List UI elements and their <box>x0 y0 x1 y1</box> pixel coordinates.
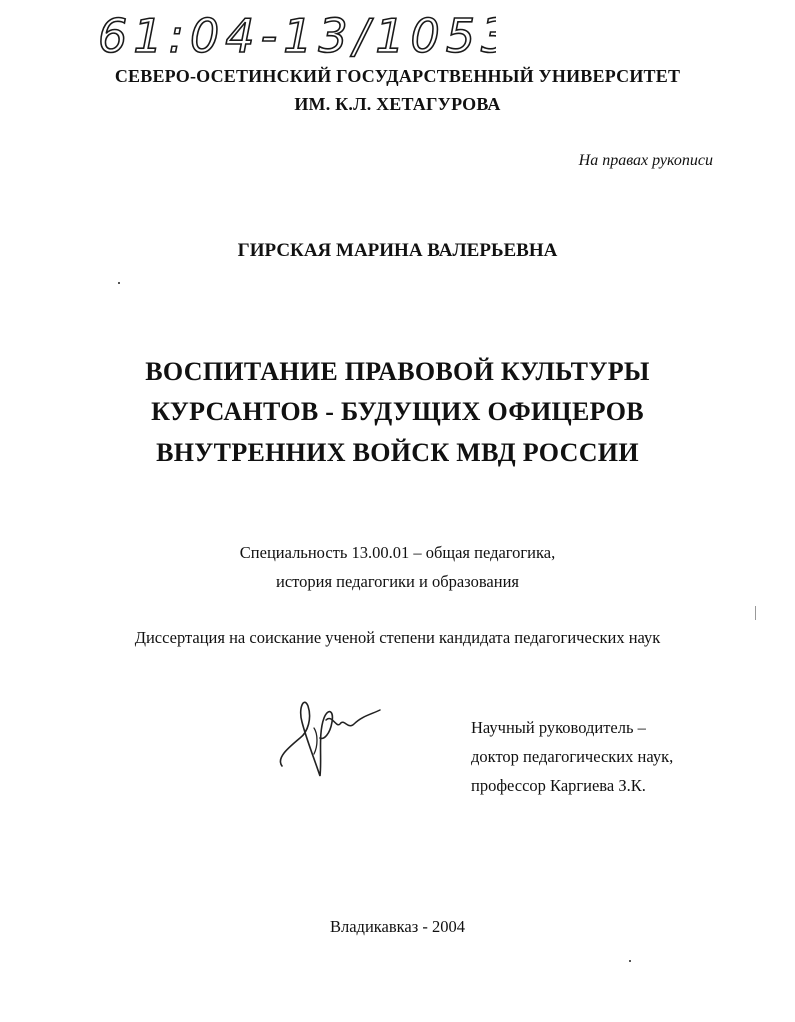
supervisor-line2: доктор педагогических наук, <box>471 747 674 766</box>
university-name-line2: ИМ. К.Л. ХЕТАГУРОВА <box>294 94 501 114</box>
university-name-line1: СЕВЕРО-ОСЕТИНСКИЙ ГОСУДАРСТВЕННЫЙ УНИВЕРСИТЕТ <box>114 66 681 86</box>
title-line2: КУРСАНТОВ - БУДУЩИХ ОФИЦЕРОВ <box>151 397 644 426</box>
manuscript-rights-note: На правах рукописи <box>578 152 713 169</box>
dissertation-statement: Диссертация на соискание ученой степени кандидата педагогических наук <box>134 628 661 647</box>
scan-speck <box>629 960 631 962</box>
supervisor-line1: Научный руководитель – <box>471 718 646 737</box>
specialty-line1: Специальность 13.00.01 – общая педагогика, <box>239 543 556 562</box>
supervisor-line3: профессор Каргиева З.К. <box>471 776 646 795</box>
author-name: ГИРСКАЯ МАРИНА ВАЛЕРЬЕВНА <box>237 240 558 261</box>
scan-speck <box>118 282 120 284</box>
archive-code-handwritten <box>96 6 496 64</box>
signature <box>268 688 386 780</box>
specialty-line2: история педагогики и образования <box>275 572 519 591</box>
title-line1: ВОСПИТАНИЕ ПРАВОВОЙ КУЛЬТУРЫ <box>145 357 650 386</box>
title-line3: ВНУТРЕННИХ ВОЙСК МВД РОССИИ <box>156 438 639 467</box>
city-year: Владикавказ - 2004 <box>329 917 466 936</box>
svg-text:61:04-13/1053: 61:04-13/1053 <box>98 9 496 63</box>
scan-mark <box>755 606 756 620</box>
